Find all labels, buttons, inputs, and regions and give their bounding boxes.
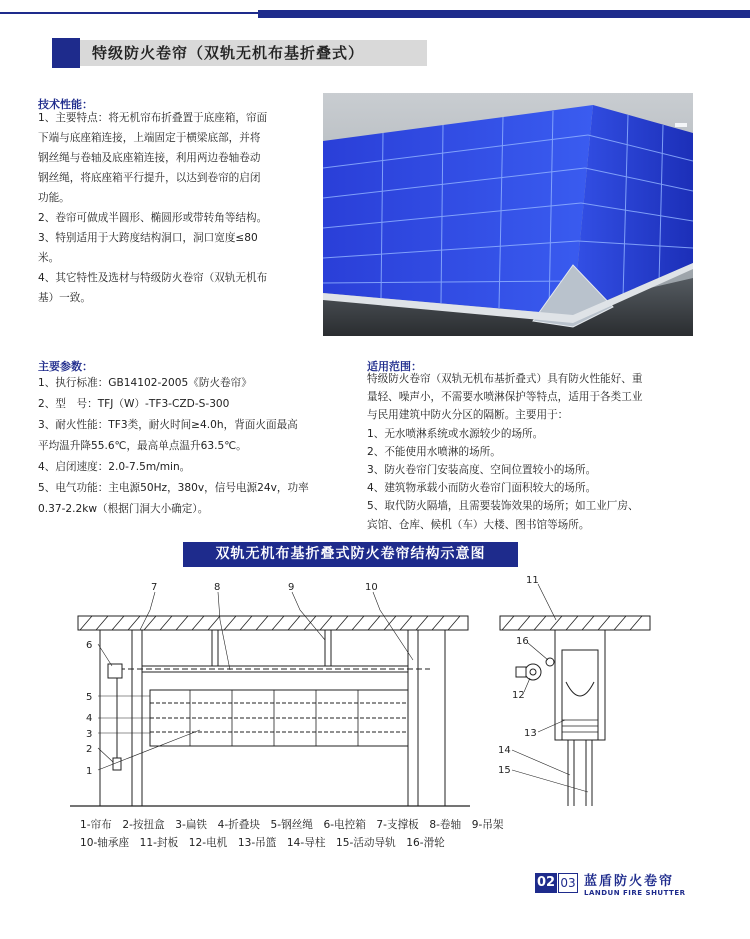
- tech-line: 1、主要特点：将无机帘布折叠置于底座箱，帘面: [38, 112, 268, 124]
- scope-body: [367, 370, 702, 534]
- top-rule-thick: [258, 10, 750, 18]
- brand-logo: [584, 870, 686, 897]
- scope-line: 1、无水喷淋系统或水源较少的场所。: [367, 427, 544, 440]
- callout-label: 7: [151, 582, 158, 593]
- tech-line: 功能。: [38, 192, 70, 204]
- callout-label: 14: [498, 745, 511, 756]
- params-body: [38, 373, 358, 520]
- callout-label: 11: [526, 575, 539, 586]
- page-title: 特级防火卷帘（双轨无机布基折叠式）: [92, 44, 365, 62]
- front-view: [70, 592, 470, 806]
- params-line: 2、型 号：TFJ（W）-TF3-CZD-S-300: [38, 398, 230, 410]
- params-line: 0.37-2.2kw（根据门洞大小确定）。: [38, 503, 209, 515]
- scope-line: 5、取代防火隔墙，且需要装饰效果的场所；如工业厂房、: [367, 500, 639, 513]
- scope-line: 4、建筑物承载小而防火卷帘门面积较大的场所。: [367, 482, 597, 495]
- callout-label: 16: [516, 636, 529, 647]
- scope-line: 与民用建筑中防火分区的隔断。主要用于：: [367, 409, 569, 422]
- tech-line: 2、卷帘可做成半圆形、椭圆形或带转角等结构。: [38, 212, 268, 224]
- tech-line: 3、特别适用于大跨度结构洞口，洞口宽度≤80: [38, 232, 258, 244]
- params-line: 3、耐火性能：TF3类，耐火时间≥4.0h，背面火面最高: [38, 419, 298, 431]
- scope-heading: 适用范围：: [367, 360, 422, 373]
- callout-label: 13: [524, 728, 537, 739]
- product-photo: [323, 93, 693, 336]
- diagram-title: 双轨无机布基折叠式防火卷帘结构示意图: [183, 542, 518, 567]
- brand-name-en: LANDUN FIRE SHUTTER: [584, 889, 686, 897]
- title-accent-square: [52, 38, 80, 68]
- scope-line: 量轻、噪声小，不需要水喷淋保护等特点，适用于各类工业: [367, 391, 643, 404]
- structure-diagram: [0, 570, 750, 810]
- params-line: 1、执行标准：GB14102-2005《防火卷帘》: [38, 377, 252, 389]
- scope-line: 特级防火卷帘（双轨无机布基折叠式）具有防火性能好、重: [367, 373, 643, 385]
- callout-label: 12: [512, 690, 525, 701]
- callout-label: 3: [86, 729, 93, 740]
- legend-row: 1-帘布 2-按扭盒 3-扁铁 4-折叠块 5-钢丝绳 6-电控箱 7-支撑板 8-卷轴 9-吊架: [80, 819, 504, 831]
- tech-body: [38, 108, 328, 308]
- scope-line: 3、防火卷帘门安装高度、空间位置较小的场所。: [367, 464, 597, 477]
- callout-label: 8: [214, 582, 221, 593]
- scope-line: 2、不能使用水喷淋的场所。: [367, 445, 501, 458]
- scope-line: 宾馆、仓库、候机（车）大楼、图书馆等场所。: [367, 518, 590, 531]
- callout-label: 9: [288, 582, 295, 593]
- callout-label: 5: [86, 692, 93, 703]
- product-photo-illustration: [323, 93, 693, 336]
- top-rule-thin: [0, 12, 258, 14]
- callout-label: 2: [86, 744, 93, 755]
- tech-line: 钢丝绳，将底座箱平行提升，以达到卷帘的启闭: [38, 172, 261, 184]
- callout-label: 6: [86, 640, 93, 651]
- page-number-right: 03: [558, 873, 578, 893]
- brand-name-cn: 蓝盾防火卷帘: [584, 874, 675, 889]
- tech-line: 基）一致。: [38, 292, 91, 304]
- callout-label: 1: [86, 766, 93, 777]
- tech-line: 下端与底座箱连接，上端固定于横梁底部，并将: [38, 132, 261, 144]
- diagram-legend: [80, 816, 730, 852]
- params-line: 平均温升降55.6℃，最高单点温升63.5℃。: [38, 440, 247, 452]
- tech-heading: 技术性能：: [38, 98, 93, 111]
- callout-label: 10: [365, 582, 378, 593]
- tech-line: 钢丝绳与卷轴及底座箱连接，利用两边卷轴卷动: [38, 152, 261, 164]
- tech-line: 4、其它特性及选材与特级防火卷帘（双轨无机布: [38, 272, 268, 284]
- callout-label: 4: [86, 713, 93, 724]
- callout-label: 15: [498, 765, 511, 776]
- legend-row: 10-轴承座 11-封板 12-电机 13-吊篮 14-导柱 15-活动导轨 16-滑轮: [80, 837, 445, 849]
- params-line: 4、启闭速度：2.0-7.5m/min。: [38, 461, 191, 473]
- tech-line: 米。: [38, 252, 60, 264]
- page-number-left: 02: [535, 873, 557, 893]
- params-heading: 主要参数：: [38, 360, 93, 373]
- params-line: 5、电气功能：主电源50Hz，380v，信号电源24v，功率: [38, 482, 309, 494]
